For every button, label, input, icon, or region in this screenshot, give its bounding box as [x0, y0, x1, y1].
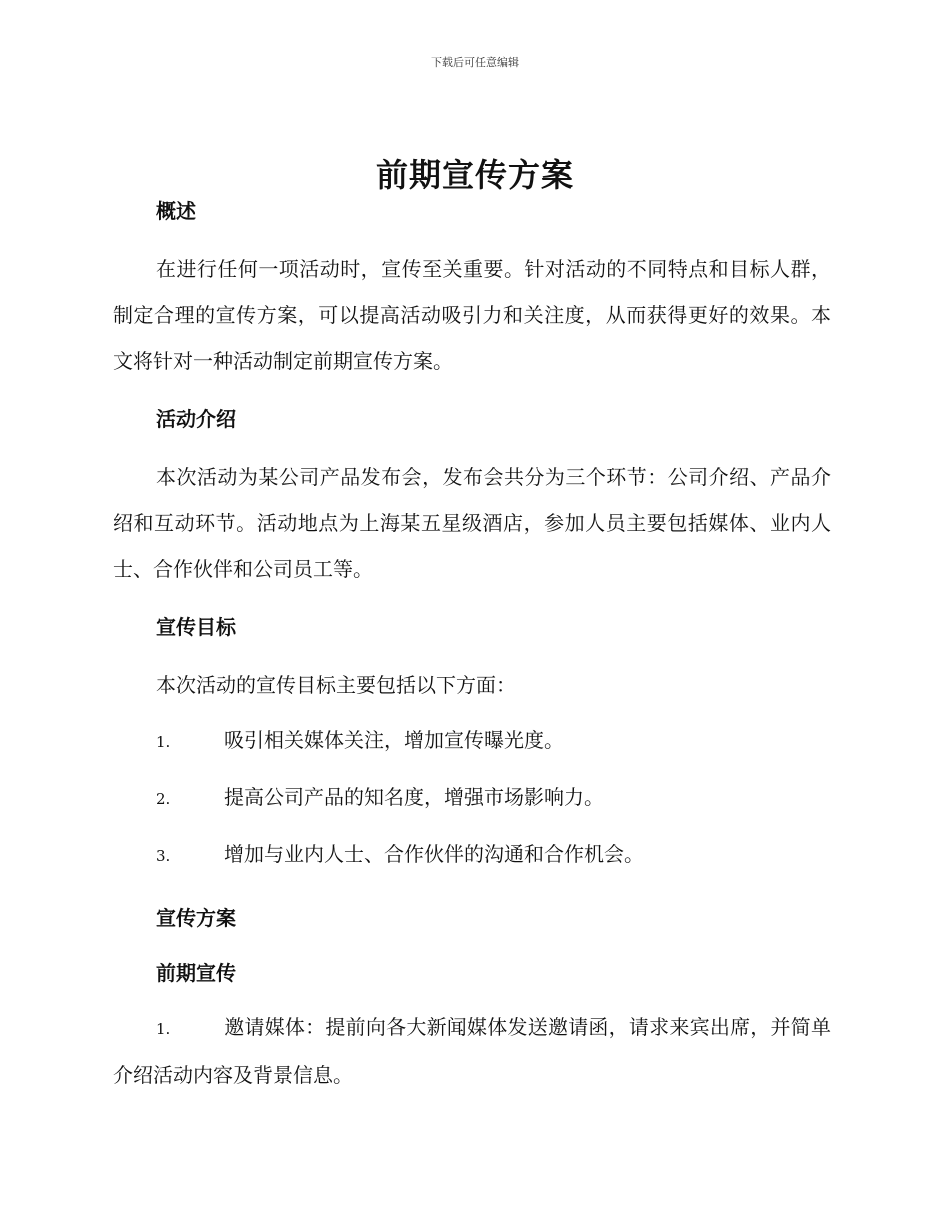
goals-lead: 本次活动的宣传目标主要包括以下方面： — [156, 673, 516, 697]
list-number: 1. — [156, 1020, 171, 1038]
goals-list-item — [113, 717, 831, 765]
document-title: 前期宣传方案 — [375, 156, 574, 194]
section-heading-intro: 活动介绍 — [156, 407, 236, 431]
intro-paragraph: 本次活动为某公司产品发布会，发布会共分为三个环节：公司介绍、产品介绍和互动环节。活动地点为上海某五星级酒店，参加人员主要包括媒体、业内人士、合作伙伴和公司员工等。 — [113, 465, 831, 581]
section-heading-plan: 宣传方案 — [156, 906, 236, 930]
list-text: 提高公司产品的知名度，增强市场影响力。 — [224, 785, 604, 809]
goals-list-item — [113, 774, 831, 822]
section-heading-pre: 前期宣传 — [156, 961, 236, 985]
pre-list-item — [113, 1004, 831, 1098]
section-heading-overview: 概述 — [156, 199, 196, 223]
list-number: 1. — [156, 733, 171, 751]
list-text: 邀请媒体：提前向各大新闻媒体发送邀请函，请求来宾出席，并简单介绍活动内容及背景信息。 — [113, 1015, 831, 1087]
list-text: 增加与业内人士、合作伙伴的沟通和合作机会。 — [224, 842, 644, 866]
document-body — [113, 196, 831, 1098]
list-number: 2. — [156, 790, 171, 808]
overview-paragraph: 在进行任何一项活动时，宣传至关重要。针对活动的不同特点和目标人群，制定合理的宣传方案，可以提高活动吸引力和关注度，从而获得更好的效果。本文将针对一种活动制定前期宣传方案。 — [113, 257, 831, 373]
list-number: 3. — [156, 847, 171, 865]
list-text: 吸引相关媒体关注，增加宣传曝光度。 — [224, 728, 564, 752]
section-heading-goals: 宣传目标 — [156, 615, 236, 639]
header-note: 下载后可任意编辑 — [431, 56, 519, 69]
goals-list-item — [113, 831, 831, 879]
